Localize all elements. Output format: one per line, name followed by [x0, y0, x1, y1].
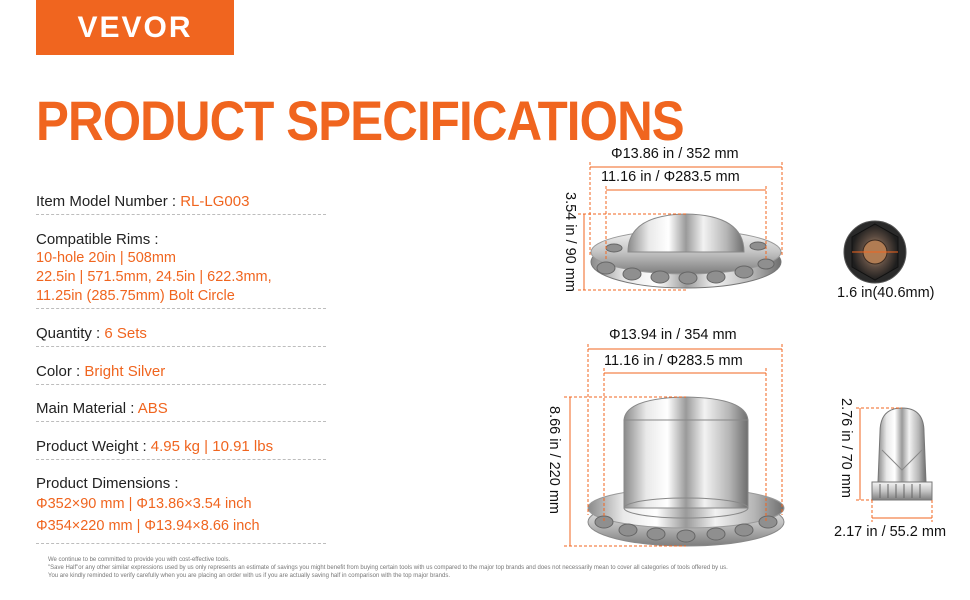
spec-material-label: Main Material : — [36, 400, 135, 417]
lug-nut-front-view — [844, 221, 906, 283]
spec-weight-value: 4.95 kg | 10.91 lbs — [150, 438, 274, 455]
spec-model-value: RL-LG003 — [180, 193, 250, 210]
spec-quantity-value: 6 Sets — [104, 325, 147, 342]
small-cap-inner-diameter: 11.16 in / Φ283.5 mm — [601, 169, 740, 185]
nut-front-diameter: 1.6 in(40.6mm) — [837, 285, 935, 301]
page-title: PRODUCT SPECIFICATIONS — [36, 89, 684, 152]
spec-color-label: Color : — [36, 363, 81, 380]
spec-model-label: Item Model Number : — [36, 193, 177, 210]
spec-dimensions-line1: Φ352×90 mm | Φ13.86×3.54 inch — [36, 496, 252, 512]
small-cap-outer-diameter: Φ13.86 in / 352 mm — [611, 146, 739, 162]
large-cap-outer-diameter: Φ13.94 in / 354 mm — [609, 327, 737, 343]
spec-rims-line2: 22.5in | 571.5mm, 24.5in | 622.3mm, — [36, 269, 272, 285]
footer-line-3: You are kindly reminded to verify carefully when you are placing an order with us if you are actually saving half in comparison with the top major brands. — [48, 573, 450, 579]
large-cap-inner-diameter: 11.16 in / Φ283.5 mm — [604, 353, 743, 369]
spec-material-value: ABS — [137, 400, 168, 417]
spec-rims-line3: 11.25in (285.75mm) Bolt Circle — [36, 288, 235, 304]
large-hub-cap — [588, 397, 784, 546]
nut-width: 2.17 in / 55.2 mm — [834, 524, 947, 540]
small-hub-cap — [591, 214, 781, 288]
small-cap-height: 3.54 in / 90 mm — [562, 192, 578, 292]
spec-dimensions-label: Product Dimensions : — [36, 475, 179, 492]
lug-nut-side-view — [872, 408, 932, 500]
spec-color-value: Bright Silver — [84, 363, 166, 380]
spec-dimensions-line2: Φ354×220 mm | Φ13.94×8.66 inch — [36, 518, 260, 534]
spec-rims-line1: 10-hole 20in | 508mm — [36, 250, 176, 266]
footer-line-1: We continue to be committed to provide you with cost-effective tools. — [48, 557, 231, 563]
large-cap-height: 8.66 in / 220 mm — [546, 406, 562, 514]
spec-quantity-label: Quantity : — [36, 325, 101, 342]
nut-height: 2.76 in / 70 mm — [838, 398, 854, 498]
footer-line-2: "Save Half"or any other similar expressions used by us only represents an estimate of savings you might benefit from buying certain tools with us compared to the major top brands and does not necessarily mean to cover all categories of tools offered by us. — [48, 565, 728, 571]
spec-weight-label: Product Weight : — [36, 438, 147, 455]
brand-logo: VEVOR — [36, 0, 234, 55]
spec-rims-label: Compatible Rims : — [36, 231, 159, 248]
